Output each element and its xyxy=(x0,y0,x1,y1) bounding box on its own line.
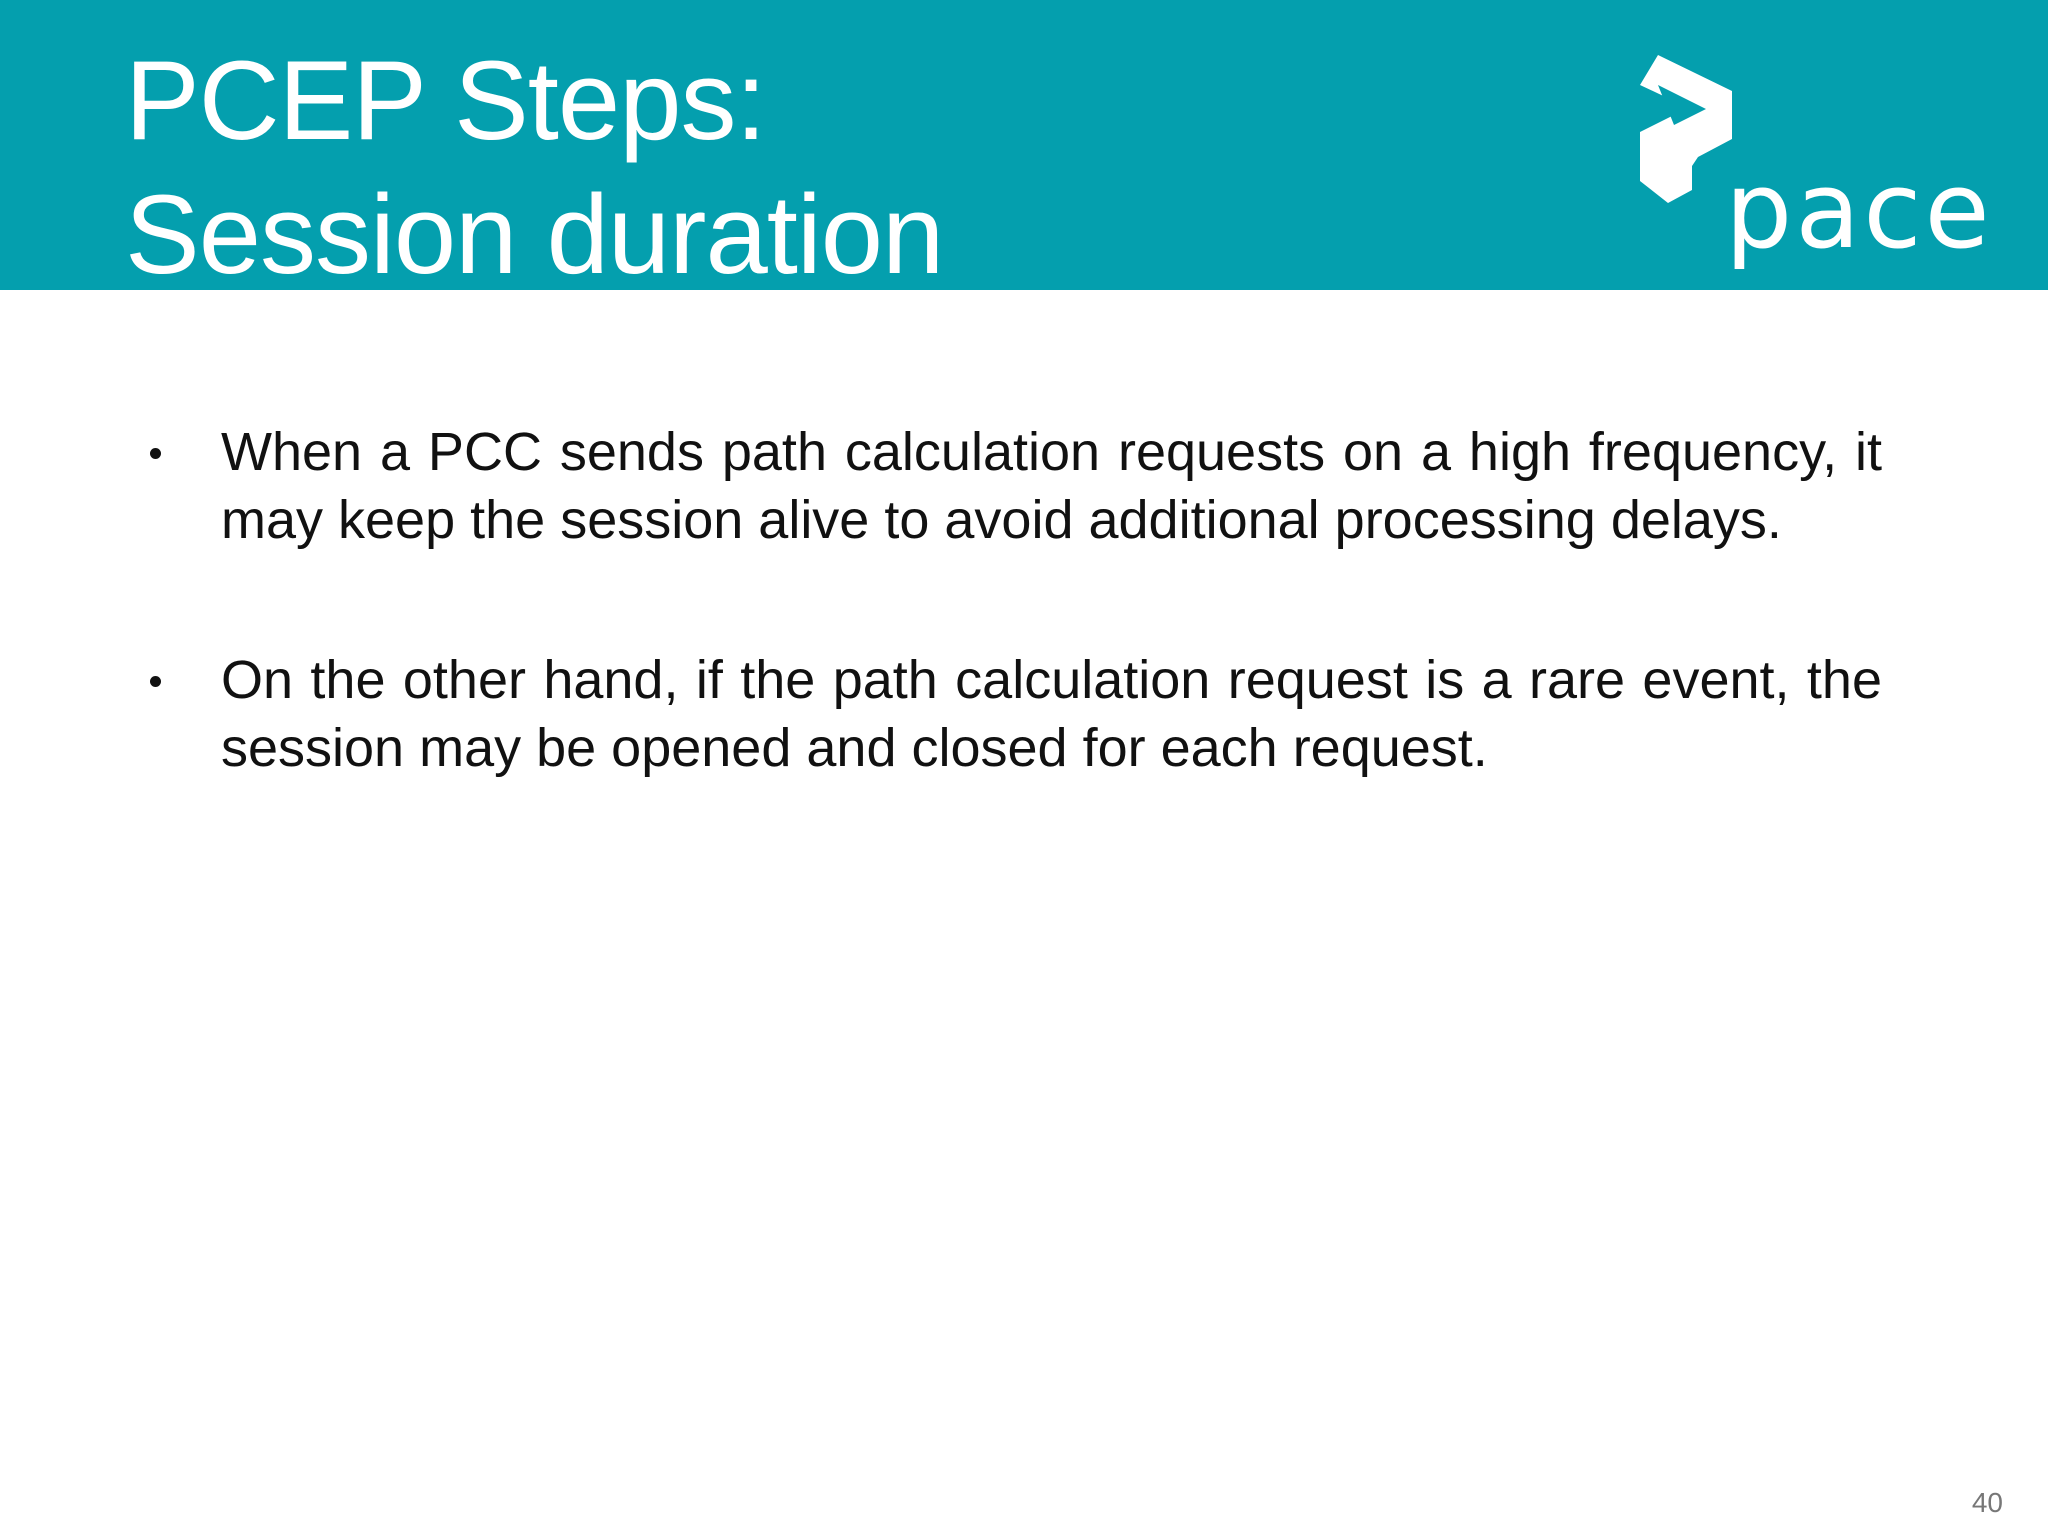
bullet-dot-icon xyxy=(150,676,161,687)
bullet-text-2: On the other hand, if the path calculation request is a rare event, the session may be opened and closed for each request. xyxy=(221,650,1882,778)
bullet-dot-icon xyxy=(150,448,161,459)
logo-text: pace xyxy=(1725,149,1993,272)
title-line-1: PCEP Steps: xyxy=(125,38,766,163)
slide-title xyxy=(125,34,943,302)
pace-logo xyxy=(1640,55,2000,270)
bullet-list xyxy=(150,418,1882,874)
title-line-2: Session duration xyxy=(125,172,944,297)
slide-header xyxy=(0,0,2048,297)
page-number: 40 xyxy=(1971,1487,2003,1518)
bullet-item-2 xyxy=(150,646,1882,782)
bullet-text-1: When a PCC sends path calculation requests on a high frequency, it may keep the session alive to avoid additional processing delays. xyxy=(221,422,1882,550)
bullet-item-1 xyxy=(150,418,1882,554)
